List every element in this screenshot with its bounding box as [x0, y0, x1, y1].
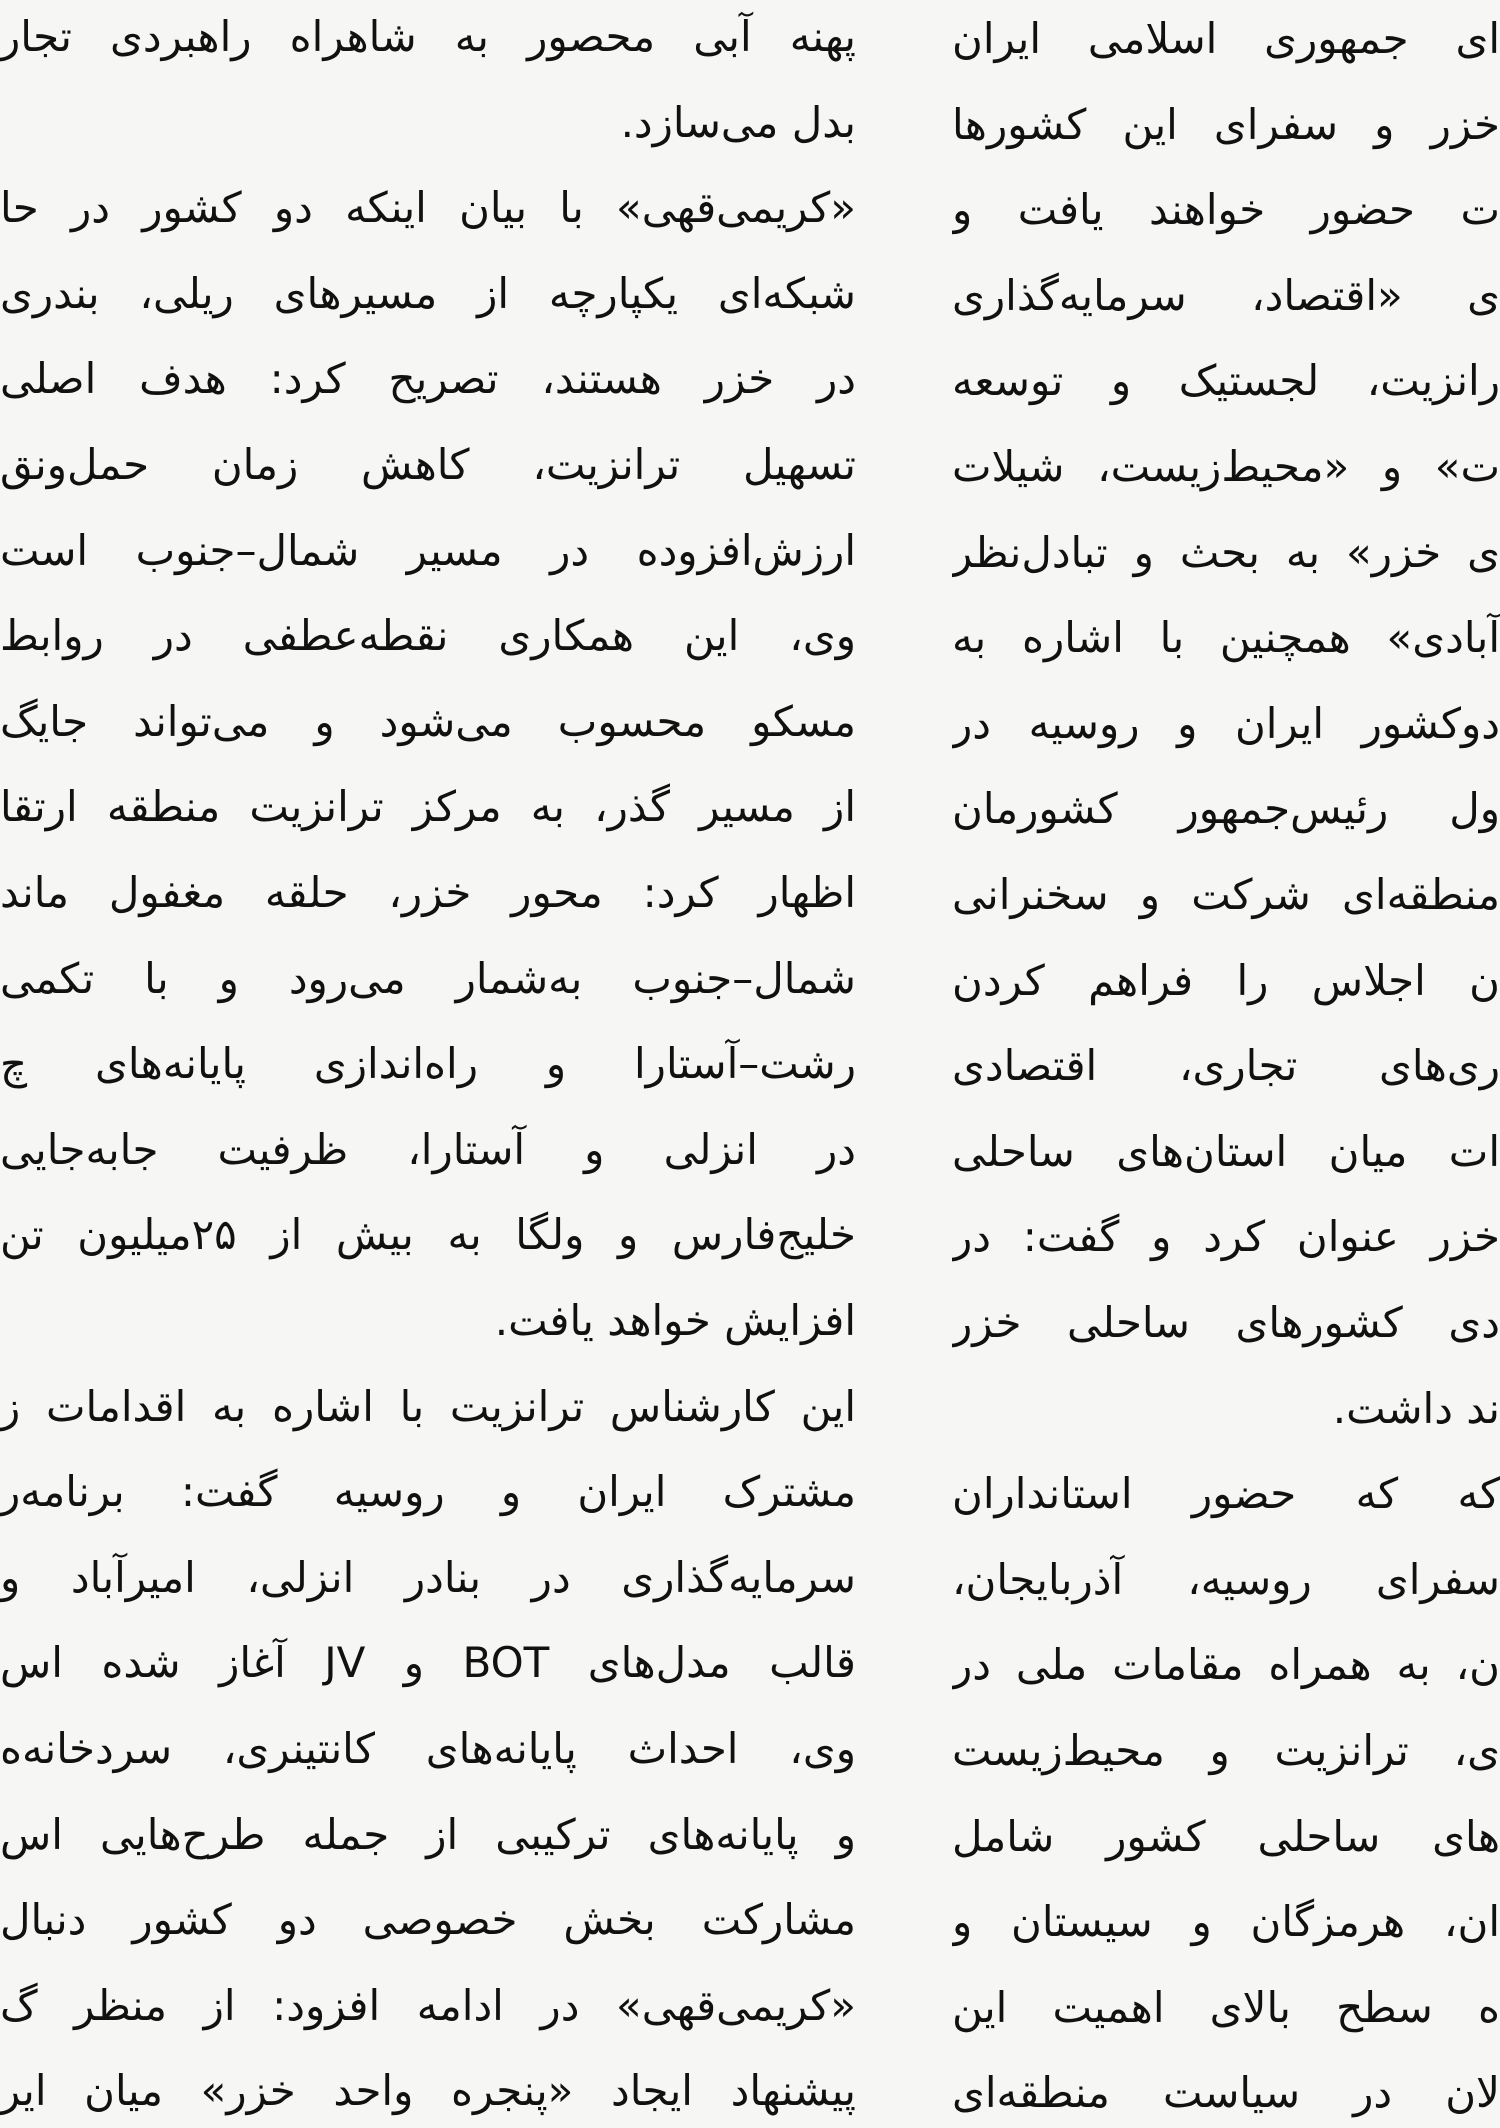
text-line: در انزلی و آستارا، ظرفیت جابه‌جایی: [0, 1124, 856, 1174]
text-line: خزر و سفرای این کشورها: [952, 99, 1500, 149]
text-line: دی کشورهای ساحلی خزر: [952, 1298, 1500, 1347]
text-line: ری‌های تجاری، اقتصادی: [952, 1041, 1500, 1091]
text-line: سرمایه‌گذاری در بنادر انزلی، امیرآباد و: [0, 1552, 856, 1602]
text-line: شمال–جنوب به‌شمار می‌رود و با تکمی: [0, 953, 856, 1003]
text-line: مشترک ایران و روسیه گفت: برنامه‌ر: [0, 1467, 856, 1517]
text-line: ن، به همراه مقامات ملی در: [952, 1640, 1500, 1690]
text-line: تسهیل ترانزیت، کاهش زمان حمل‌ونق: [0, 440, 856, 489]
text-line: از مسیر گذر، به مرکز ترانزیت منطقه ارتقا: [0, 782, 856, 832]
text-line: ای جمهوری اسلامی ایران: [952, 14, 1500, 63]
text-line: ه سطح بالای اهمیت این: [952, 1982, 1500, 2032]
text-line: شبکه‌ای یکپارچه از مسیرهای ریلی، بندری: [0, 268, 856, 318]
text-line: قالب مدل‌های BOT و JV آغاز شده اس: [0, 1638, 856, 1688]
article-column-right: [952, 0, 1500, 2128]
text-line: لان در سیاست منطقه‌ای: [952, 2068, 1500, 2118]
text-line: مشارکت بخش خصوصی دو کشور دنبال: [0, 1895, 856, 1945]
text-line: ارزش‌افزوده در مسیر شمال–جنوب است: [0, 525, 856, 575]
text-line: خزر عنوان کرد و گفت: در: [952, 1212, 1500, 1262]
text-line: ی خزر» به بحث و تبادل‌نظر: [952, 527, 1500, 577]
text-line: سفرای روسیه، آذربایجان،: [952, 1554, 1500, 1604]
text-line: ول رئیس‌جمهور کشورمان: [952, 784, 1500, 834]
text-line: ی «اقتصاد، سرمایه‌گذاری: [952, 270, 1500, 320]
text-line: منطقه‌ای شرکت و سخنرانی: [952, 870, 1500, 919]
text-line: بدل می‌سازد.: [620, 97, 856, 147]
text-line: «کریمی‌قهی» با بیان اینکه دو کشور در حا: [0, 183, 856, 233]
text-line: ات میان استان‌های ساحلی: [952, 1126, 1500, 1176]
text-line: خلیج‌فارس و ولگا به بیش از ۲۵میلیون تن: [0, 1210, 856, 1260]
text-line: پهنه آبی محصور به شاهراه راهبردی تجار: [0, 12, 856, 61]
text-line: رشت–آستارا و راه‌اندازی پایانه‌های چ: [0, 1039, 856, 1089]
text-line: ند داشت.: [1332, 1383, 1500, 1433]
text-line: پیشنهاد ایجاد «پنجره واحد خزر» میان ایر: [0, 2066, 856, 2116]
text-line: مسکو محسوب می‌شود و می‌تواند جایگ: [0, 696, 856, 746]
text-line: وی، احداث پایانه‌های کانتینری، سردخانه‌ه: [0, 1724, 856, 1773]
text-line: افزایش خواهد یافت.: [494, 1296, 856, 1345]
text-line: که که حضور استانداران: [952, 1469, 1500, 1519]
text-line: رانزیت، لجستیک و توسعه: [952, 356, 1500, 406]
text-line: ن اجلاس را فراهم کردن: [952, 955, 1500, 1005]
text-line: اظهار کرد: محور خزر، حلقه مغفول ماند: [0, 868, 856, 917]
text-line: ت» و «محیط‌زیست، شیلات: [952, 442, 1500, 491]
text-line: ت حضور خواهند یافت و: [952, 185, 1500, 235]
text-line: آبادی» همچنین با اشاره به: [952, 613, 1500, 663]
text-line: وی، این همکاری نقطه‌عطفی در روابط: [0, 611, 856, 661]
text-line: های ساحلی کشور شامل: [952, 1811, 1500, 1861]
text-line: دوکشور ایران و روسیه در: [952, 698, 1500, 748]
text-line: «کریمی‌قهی» در ادامه افزود: از منظر گ: [0, 1980, 856, 2030]
text-line: این کارشناس ترانزیت با اشاره به اقدامات ز: [0, 1381, 856, 1431]
text-line: در خزر هستند، تصریح کرد: هدف اصلی: [0, 354, 856, 404]
text-line: ان، هرمزگان و سیستان و: [952, 1897, 1500, 1947]
text-line: ی، ترانزیت و محیط‌زیست: [952, 1726, 1500, 1775]
text-line: و پایانه‌های ترکیبی از جمله طرح‌هایی اس: [0, 1809, 856, 1859]
